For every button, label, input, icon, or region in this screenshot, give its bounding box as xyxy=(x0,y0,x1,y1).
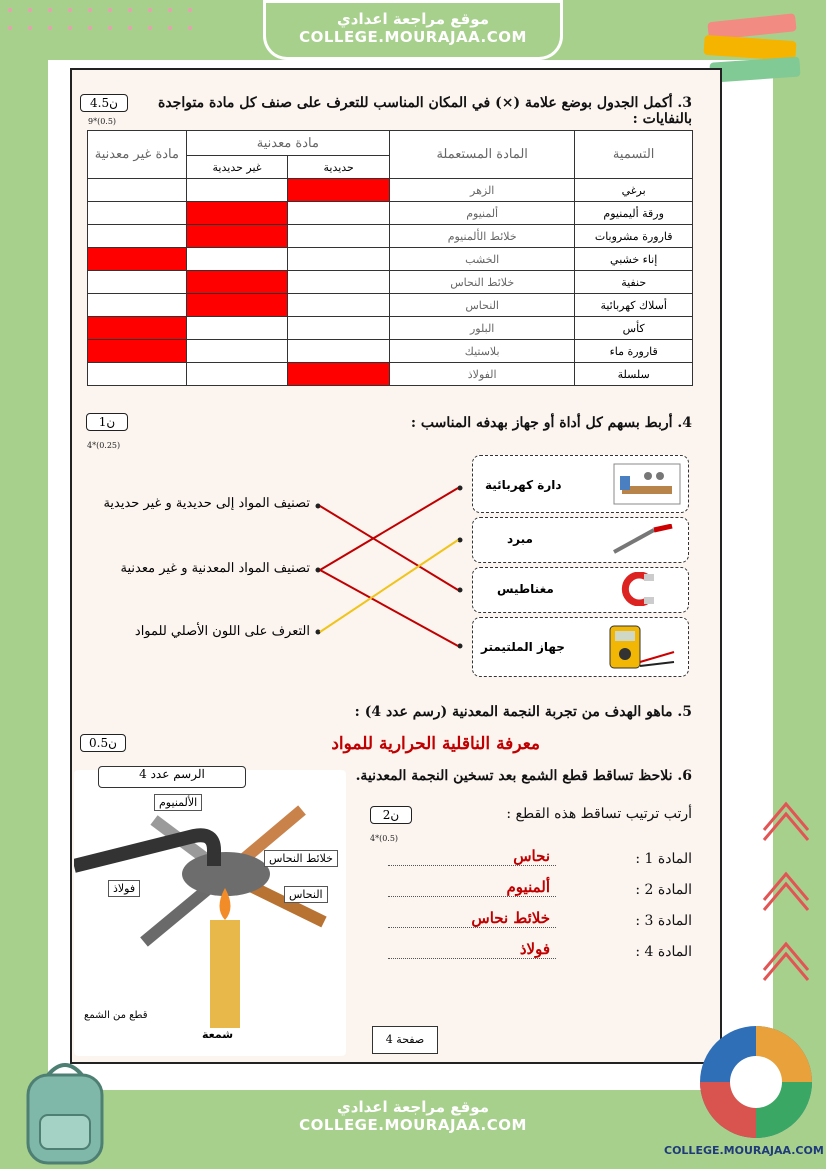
q3-question: 3. أكمل الجدول بوضع علامة (×) في المكان المناسب للتعرف على صنف كل مادة متواجدة بالنفايات : xyxy=(157,95,692,127)
mark-cell-nonferrous[interactable] xyxy=(186,340,288,363)
header-material: المادة المستعملة xyxy=(390,131,575,179)
cell-name: قارورة مشروبات xyxy=(575,225,693,248)
cell-material: الخشب xyxy=(390,248,575,271)
tool-magnet-card xyxy=(472,567,689,613)
table-row xyxy=(88,363,693,386)
table-row xyxy=(88,248,693,271)
mark-cell-ferrous[interactable] xyxy=(288,225,390,248)
cell-material: ألمنيوم xyxy=(390,202,575,225)
page-number: صفحة 4 xyxy=(372,1026,438,1054)
figure-4 xyxy=(74,767,346,1056)
q6-answer-line[interactable] xyxy=(388,896,556,897)
table-row xyxy=(88,202,693,225)
label-brass: خلائط النحاس xyxy=(264,850,338,867)
matching-lines xyxy=(300,470,480,670)
mark-cell-nonmetal[interactable] xyxy=(88,271,187,294)
tool-multimeter-card xyxy=(472,617,689,677)
materials-table xyxy=(87,130,693,386)
table-row xyxy=(88,179,693,202)
mark-cell-nonmetal[interactable] xyxy=(88,363,187,386)
mark-cell-nonmetal[interactable] xyxy=(88,248,187,271)
q5-score-badge: ن0.5 xyxy=(80,734,126,752)
q5-question: 5. ماهو الهدف من تجربة النجمة المعدنية (رسم عدد 4) : xyxy=(354,704,692,720)
tool-circuit-card xyxy=(472,455,689,513)
q3-score-detail: 9*(0.5) xyxy=(88,117,117,126)
mark-cell-nonferrous[interactable] xyxy=(186,248,288,271)
q6-answer: ألمنيوم xyxy=(506,878,550,896)
mark-cell-nonmetal[interactable] xyxy=(88,225,187,248)
label-steel: فولاذ xyxy=(108,880,140,897)
table-row xyxy=(88,271,693,294)
q6-score-detail: 4*(0.5) xyxy=(370,834,399,843)
header-banner xyxy=(263,0,563,60)
footer-banner xyxy=(263,1090,563,1169)
q3-score-badge: ن4.5 xyxy=(80,94,128,112)
q6-answer: نحاس xyxy=(513,847,550,865)
mark-cell-nonferrous[interactable] xyxy=(186,225,288,248)
cell-material: خلائط الألمنيوم xyxy=(390,225,575,248)
label-aluminium: الألمنيوم xyxy=(154,794,202,811)
cell-name: كأس xyxy=(575,317,693,340)
q6-line-label: المادة 4 : xyxy=(635,944,692,960)
q4-score-badge: ن1 xyxy=(86,413,128,431)
link-metal-multimeter xyxy=(320,570,458,646)
tool-multimeter-label: جهاز الملتيمتر xyxy=(481,640,565,654)
q6-line-label: المادة 1 : xyxy=(635,851,692,867)
mark-cell-ferrous[interactable] xyxy=(288,294,390,317)
goal-metal: تصنيف المواد المعدنية و غير معدنية xyxy=(120,561,310,576)
file-icon xyxy=(610,524,676,556)
q6-line-label: المادة 2 : xyxy=(635,882,692,898)
cell-name: حنفية xyxy=(575,271,693,294)
table-row xyxy=(88,294,693,317)
logo-caption[interactable]: COLLEGE.MOURAJAA.COM xyxy=(664,1144,824,1157)
q6-question: 6. نلاحظ تساقط قطع الشمع بعد تسخين النجمة المعدنية. xyxy=(355,768,692,784)
magnet-icon xyxy=(614,572,658,606)
mark-cell-nonmetal[interactable] xyxy=(88,202,187,225)
circuit-icon xyxy=(612,462,682,506)
label-copper: النحاس xyxy=(284,886,328,903)
cell-material: خلائط النحاس xyxy=(390,271,575,294)
backpack-icon xyxy=(10,1055,120,1165)
link-color-file xyxy=(320,540,458,632)
cell-name: قارورة ماء xyxy=(575,340,693,363)
cell-name: برغي xyxy=(575,179,693,202)
q6-answer: خلائط نحاس xyxy=(471,909,550,927)
link-ferrous-magnet xyxy=(320,506,458,590)
mark-cell-nonferrous[interactable] xyxy=(186,271,288,294)
mark-cell-nonferrous[interactable] xyxy=(186,202,288,225)
goal-ferrous: تصنيف المواد إلى حديدية و غير حديدية xyxy=(103,496,310,511)
header-ferrous: حديدية xyxy=(288,156,390,179)
tool-circuit-label: دارة كهربائية xyxy=(485,478,562,492)
tool-magnet-label: مغناطيس xyxy=(497,582,554,596)
label-wax: قطع من الشمع xyxy=(84,1010,148,1021)
chevron-decoration-icon xyxy=(756,790,816,1050)
mark-cell-nonferrous[interactable] xyxy=(186,317,288,340)
q6-answer-line[interactable] xyxy=(388,865,556,866)
mark-cell-nonferrous[interactable] xyxy=(186,363,288,386)
q6-answer-line[interactable] xyxy=(388,958,556,959)
mark-cell-ferrous[interactable] xyxy=(288,248,390,271)
label-candle: شمعة xyxy=(202,1028,234,1041)
footer-site-url[interactable]: COLLEGE.MOURAJAA.COM xyxy=(299,1116,527,1134)
tool-file-label: مبرد xyxy=(507,532,533,546)
mark-cell-nonmetal[interactable] xyxy=(88,340,187,363)
cell-name: أسلاك كهربائية xyxy=(575,294,693,317)
tool-file-card xyxy=(472,517,689,563)
q6-subquestion: أرتب ترتيب تساقط هذه القطع : xyxy=(506,806,692,822)
q6-score-badge: ن2 xyxy=(370,806,412,824)
cell-material: بلاستيك xyxy=(390,340,575,363)
mark-cell-ferrous[interactable] xyxy=(288,317,390,340)
multimeter-icon xyxy=(608,622,678,672)
cell-material: الزهر xyxy=(390,179,575,202)
q6-line-label: المادة 3 : xyxy=(635,913,692,929)
table-row xyxy=(88,225,693,248)
mark-cell-nonferrous[interactable] xyxy=(186,294,288,317)
q4-question: 4. أربط بسهم كل أداة أو جهاز بهدفه المناسب : xyxy=(410,415,692,431)
goal-color: التعرف على اللون الأصلي للمواد xyxy=(134,624,310,639)
cell-material: البلور xyxy=(390,317,575,340)
q6-answer-line[interactable] xyxy=(388,927,556,928)
link-metal-circuit xyxy=(320,488,458,570)
cell-name: ورقة أليمنيوم xyxy=(575,202,693,225)
header-metal: مادة معدنية xyxy=(186,131,389,156)
q5-answer: معرفة الناقلية الحرارية للمواد xyxy=(331,734,540,754)
table-row xyxy=(88,340,693,363)
school-subjects-logo-icon xyxy=(696,1022,816,1142)
mark-cell-ferrous[interactable] xyxy=(288,179,390,202)
figure-title: الرسم عدد 4 xyxy=(98,766,246,788)
mark-cell-ferrous[interactable] xyxy=(288,202,390,225)
cell-material: الفولاذ xyxy=(390,363,575,386)
mark-cell-nonmetal[interactable] xyxy=(88,317,187,340)
site-name: موقع مراجعة اعدادي xyxy=(337,10,489,28)
mark-cell-ferrous[interactable] xyxy=(288,271,390,294)
q6-answer: فولاذ xyxy=(519,940,550,958)
header-nonmetal: مادة غير معدنية xyxy=(88,131,187,179)
header-nonferrous: غير حديدية xyxy=(186,156,288,179)
mark-cell-ferrous[interactable] xyxy=(288,363,390,386)
table-row xyxy=(88,317,693,340)
mark-cell-ferrous[interactable] xyxy=(288,340,390,363)
cell-name: إناء خشبي xyxy=(575,248,693,271)
mark-cell-nonmetal[interactable] xyxy=(88,294,187,317)
cell-material: النحاس xyxy=(390,294,575,317)
footer-site-name: موقع مراجعة اعدادي xyxy=(337,1098,489,1116)
q4-score-detail: 4*(0.25) xyxy=(87,441,121,450)
header-name: التسمية xyxy=(575,131,693,179)
cell-name: سلسلة xyxy=(575,363,693,386)
mark-cell-nonferrous[interactable] xyxy=(186,179,288,202)
mark-cell-nonmetal[interactable] xyxy=(88,179,187,202)
site-url[interactable]: COLLEGE.MOURAJAA.COM xyxy=(299,28,527,46)
